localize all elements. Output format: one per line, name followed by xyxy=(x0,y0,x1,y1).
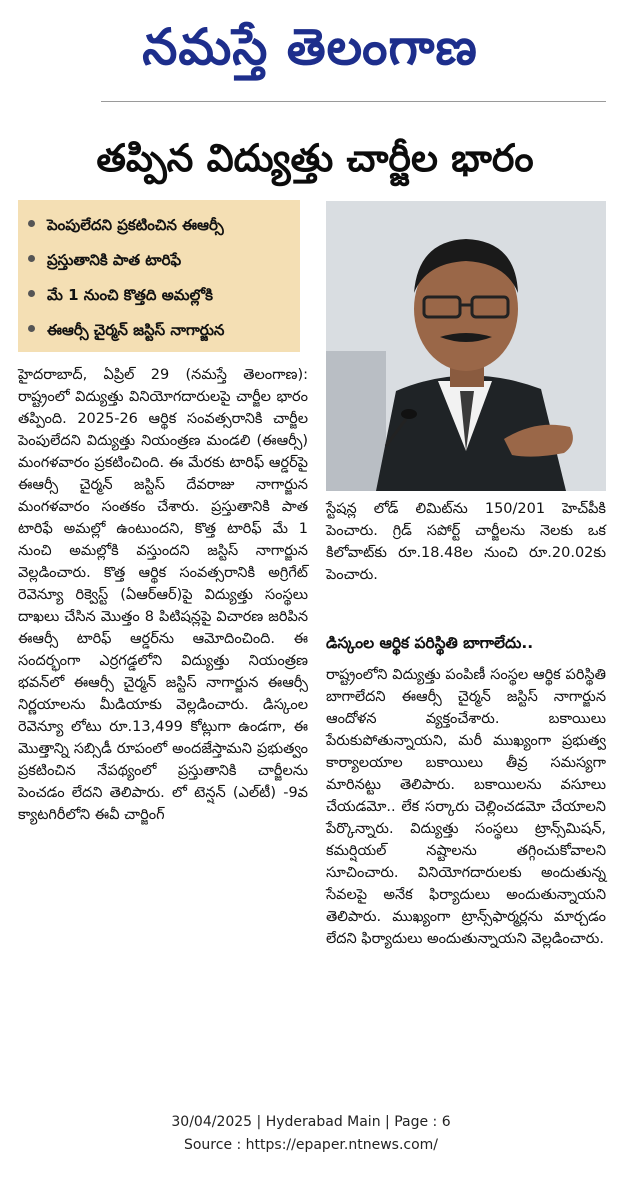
article-body-left: హైదరాబాద్, ఏప్రిల్ 29 (నమస్తే తెలంగాణ): రాష్ట్రంలో విద్యుత్తు వినియోగదారులపై చార్జీల భారం తప్పింది. 2025-26 ఆర్థిక సంవత్సరానికి చార్జీల పెంపులేదని విద్యుత్తు నియంత్రణ మండలి (ఈఆర్సీ) మంగళవారం ప్రకటించింది. ఈ మేరకు టారిఫ్ ఆర్డర్‌పై ఈఆర్సీ చైర్మన్ జస్టిస్ దేవరాజు నాగార్జున మంగళవారం సంతకం చేశారు. ప్రస్తుతానికి పాత టారిఫే అమల్లో ఉంటుందని, కొత్త టారిఫ్ మే 1 నుంచి అమల్లోకి వస్తుందని జస్టిస్ నాగార్జున వెల్లడించారు. కొత్త ఆర్థిక సంవత్సరానికి అగ్రిగేట్ రెవెన్యూ రిక్వెస్ట్ (ఏఆర్ఆర్)పై విద్యుత్తు సంస్థలు దాఖలు చేసిన మొత్తం 8 పిటిషన్లపై విచారణ జరిపిన ఈఆర్సీ టారిఫ్ ఆర్డర్‌ను ఆమోదించింది. ఈ సందర్భంగా ఎర్రగడ్డలోని విద్యుత్తు నియంత్రణ భవన్‌లో ఈఆర్సీ చైర్మన్ జస్టిస్ నాగార్జున ఈఆర్సీ నిర్ణయాలను మీడియాకు వెల్లడించారు. డిస్కంల రెవెన్యూ లోటు రూ.13,499 కోట్లుగా ఉండగా, ఈ మొత్తాన్ని సబ్సిడీ రూపంలో అందజేస్తామని ప్రభుత్వం ప్రకటించిన నేపథ్యంలో ప్రస్తుతానికి చార్జీలను పెంచడం లేదని తెలిపారు. లో టెన్షన్ (ఎల్‌టీ) -9వ క్యాటగిరీలోని ఈవీ చార్జింగ్ xyxy=(18,367,308,823)
article-subheading: డిస్కంల ఆర్థిక పరిస్థితి బాగాలేదు.. xyxy=(326,634,534,652)
highlight-item xyxy=(28,313,294,348)
highlights-list xyxy=(28,208,294,348)
person-photo-icon xyxy=(326,201,606,491)
header-divider xyxy=(101,101,606,102)
highlight-text: మే 1 నుంచి కొత్తది అమల్లోకి xyxy=(47,286,213,304)
bullet-icon xyxy=(28,325,35,332)
highlight-item xyxy=(28,243,294,278)
highlights-box xyxy=(18,200,300,352)
highlight-item xyxy=(28,208,294,243)
article-photo xyxy=(326,201,606,491)
highlight-text: పెంపులేదని ప్రకటించిన ఈఆర్సీ xyxy=(47,216,224,234)
footer-edition-info: 30/04/2025 | Hyderabad Main | Page : 6 xyxy=(171,1114,451,1130)
article-body-right-top: స్టేషన్ల లోడ్ లిమిట్‌ను 150/201 హెచ్‌పీకి పెంచారు. గ్రిడ్ సపోర్ట్ చార్జీలను నెలకు ఒక కిలోవాట్‌కు రూ.18.48ల నుంచి రూ.20.02కు పెంచారు. xyxy=(326,501,606,583)
article-headline: తప్పిన విద్యుత్తు చార్జీల భారం xyxy=(96,136,534,180)
bullet-icon xyxy=(28,220,35,227)
masthead-title: నమస్తే తెలంగాణ xyxy=(142,17,478,76)
highlight-item xyxy=(28,278,294,313)
footer-source-link[interactable]: Source : https://epaper.ntnews.com/ xyxy=(183,1137,439,1153)
highlight-text: ఈఆర్సీ చైర్మన్ జస్టిస్ నాగార్జున xyxy=(47,321,225,339)
bullet-icon xyxy=(28,255,35,262)
bullet-icon xyxy=(28,290,35,297)
highlight-text: ప్రస్తుతానికి పాత టారిఫే xyxy=(47,251,182,269)
article-body-right-bottom: రాష్ట్రంలోని విద్యుత్తు పంపిణీ సంస్థల ఆర్థిక పరిస్థితి బాగాలేదని ఈఆర్సీ చైర్మన్ జస్టిస్ నాగార్జున ఆందోళన వ్యక్తంచేశారు. బకాయిలు పేరుకుపోతున్నాయని, మరీ ముఖ్యంగా ప్రభుత్వ కార్యాలయాల బకాయిలు తీవ్ర సమస్యగా మారినట్టు తెలిపారు. బకాయిలను వసూలు చేయడమో.. లేక సర్కారు చెల్లించడమో చేయాలని పేర్కొన్నారు. విద్యుత్తు సంస్థలు ట్రాన్స్‌మిషన్, కమర్షియల్ నష్టాలను తగ్గించుకోవాలని సూచించారు. వినియోగదారులకు అందుతున్న సేవలపై అనేక ఫిర్యాదులు అందుతున్నాయని తెలిపారు. ముఖ్యంగా ట్రాన్స్‌ఫార్మర్లను మార్చడం లేదని ఫిర్యాదులు అందుతున్నాయని వెల్లడించారు. xyxy=(326,667,606,947)
